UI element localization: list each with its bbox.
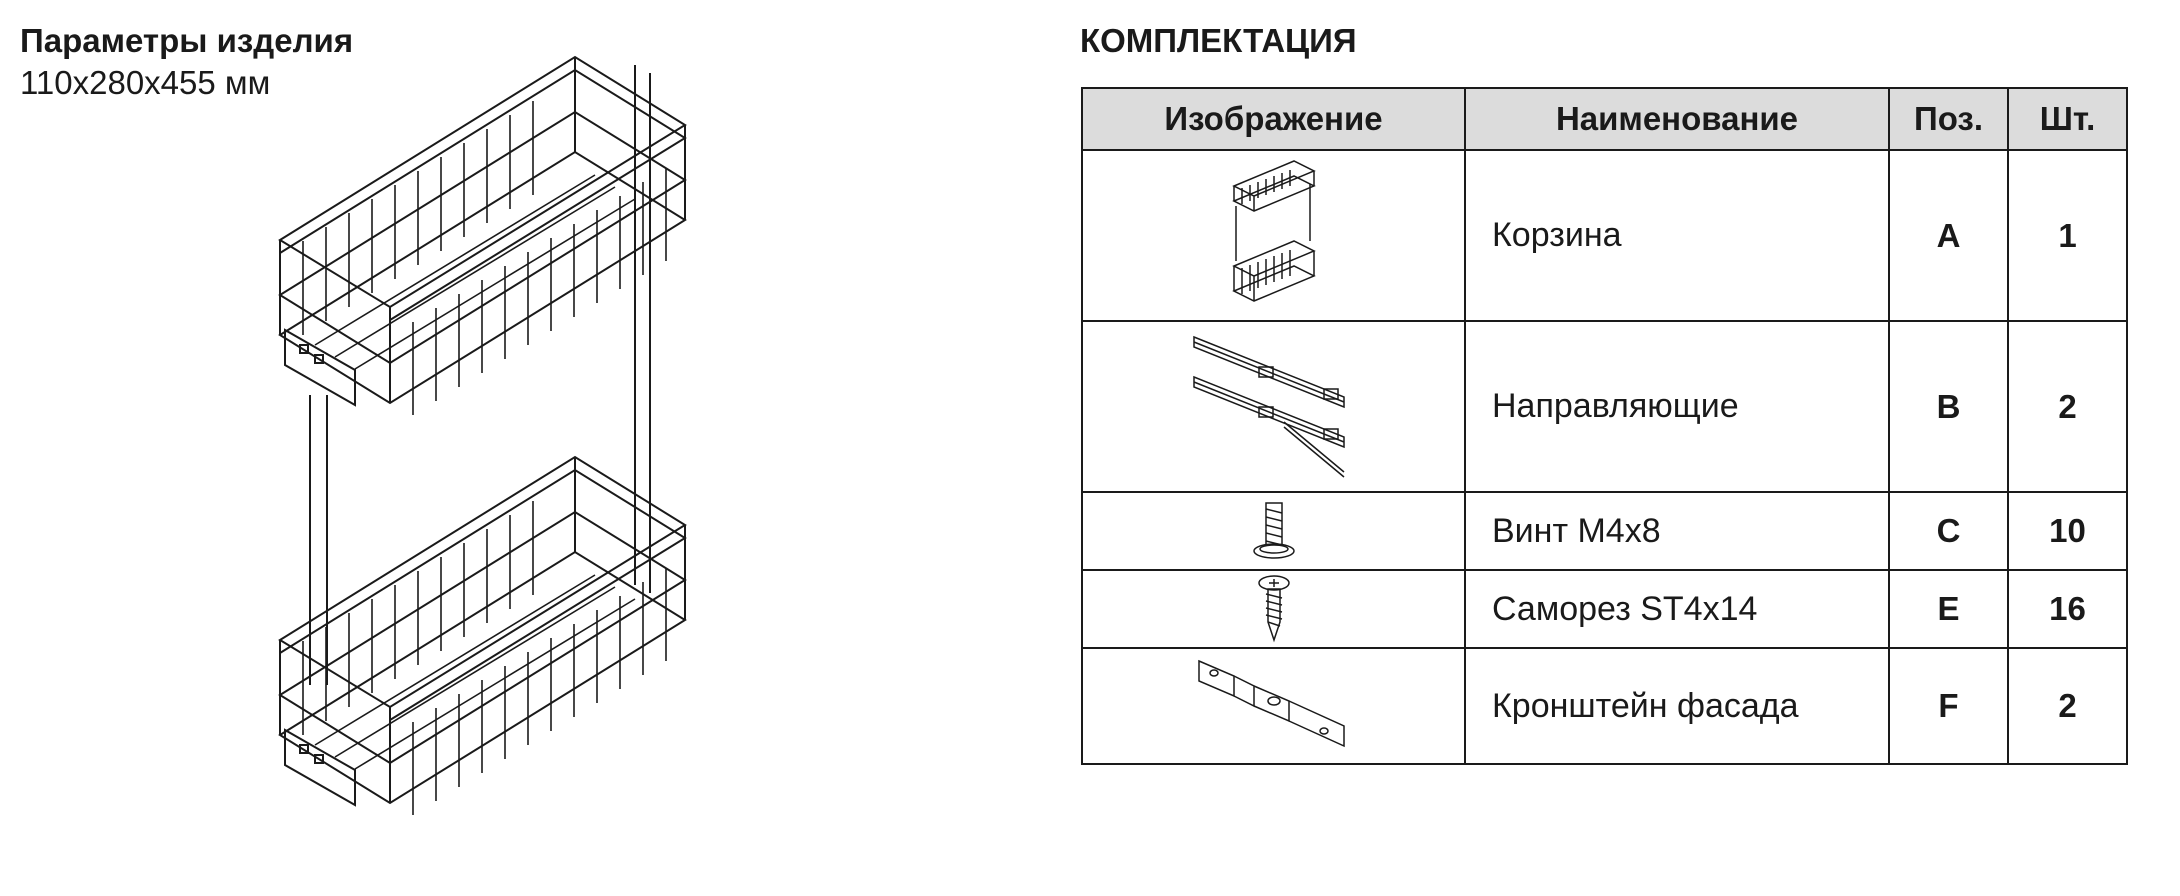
- row-name: Направляющие: [1465, 321, 1889, 492]
- product-dimensions: 110x280x455 мм: [20, 64, 271, 101]
- row-image-cell: [1082, 570, 1465, 648]
- row-qty: 2: [2008, 321, 2127, 492]
- row-qty: 1: [2008, 150, 2127, 321]
- column-header-image: Изображение: [1082, 88, 1465, 150]
- row-pos: F: [1889, 648, 2008, 764]
- row-pos: B: [1889, 321, 2008, 492]
- kit-title: КОМПЛЕКТАЦИЯ: [1080, 22, 1357, 59]
- table-row: [1082, 492, 2127, 570]
- row-image-cell: [1082, 321, 1465, 492]
- column-header-name: Наименование: [1465, 88, 1889, 150]
- row-name: Саморез ST4x14: [1465, 570, 1889, 648]
- row-name: Корзина: [1465, 150, 1889, 321]
- row-pos: A: [1889, 150, 2008, 321]
- column-header-pos: Поз.: [1889, 88, 2008, 150]
- table-row: [1082, 648, 2127, 764]
- table-row: [1082, 150, 2127, 321]
- row-pos: C: [1889, 492, 2008, 570]
- basket-icon: [1083, 156, 1464, 316]
- self-tapping-screw-icon: [1083, 574, 1464, 644]
- basket-drawing-icon: [255, 45, 735, 845]
- row-qty: 10: [2008, 492, 2127, 570]
- table-row: [1082, 570, 2127, 648]
- column-header-qty: Шт.: [2008, 88, 2127, 150]
- row-qty: 2: [2008, 648, 2127, 764]
- row-image-cell: [1082, 492, 1465, 570]
- row-name: Кронштейн фасада: [1465, 648, 1889, 764]
- kit-table: [1081, 87, 2128, 765]
- row-name: Винт М4х8: [1465, 492, 1889, 570]
- table-row: [1082, 321, 2127, 492]
- row-image-cell: [1082, 150, 1465, 321]
- row-image-cell: [1082, 648, 1465, 764]
- row-qty: 16: [2008, 570, 2127, 648]
- screw-icon: [1083, 499, 1464, 563]
- row-pos: E: [1889, 570, 2008, 648]
- kit-table-header-row: [1082, 88, 2127, 150]
- facade-bracket-icon: [1083, 651, 1464, 761]
- rails-icon: [1083, 327, 1464, 487]
- product-params-title: Параметры изделия: [20, 22, 354, 59]
